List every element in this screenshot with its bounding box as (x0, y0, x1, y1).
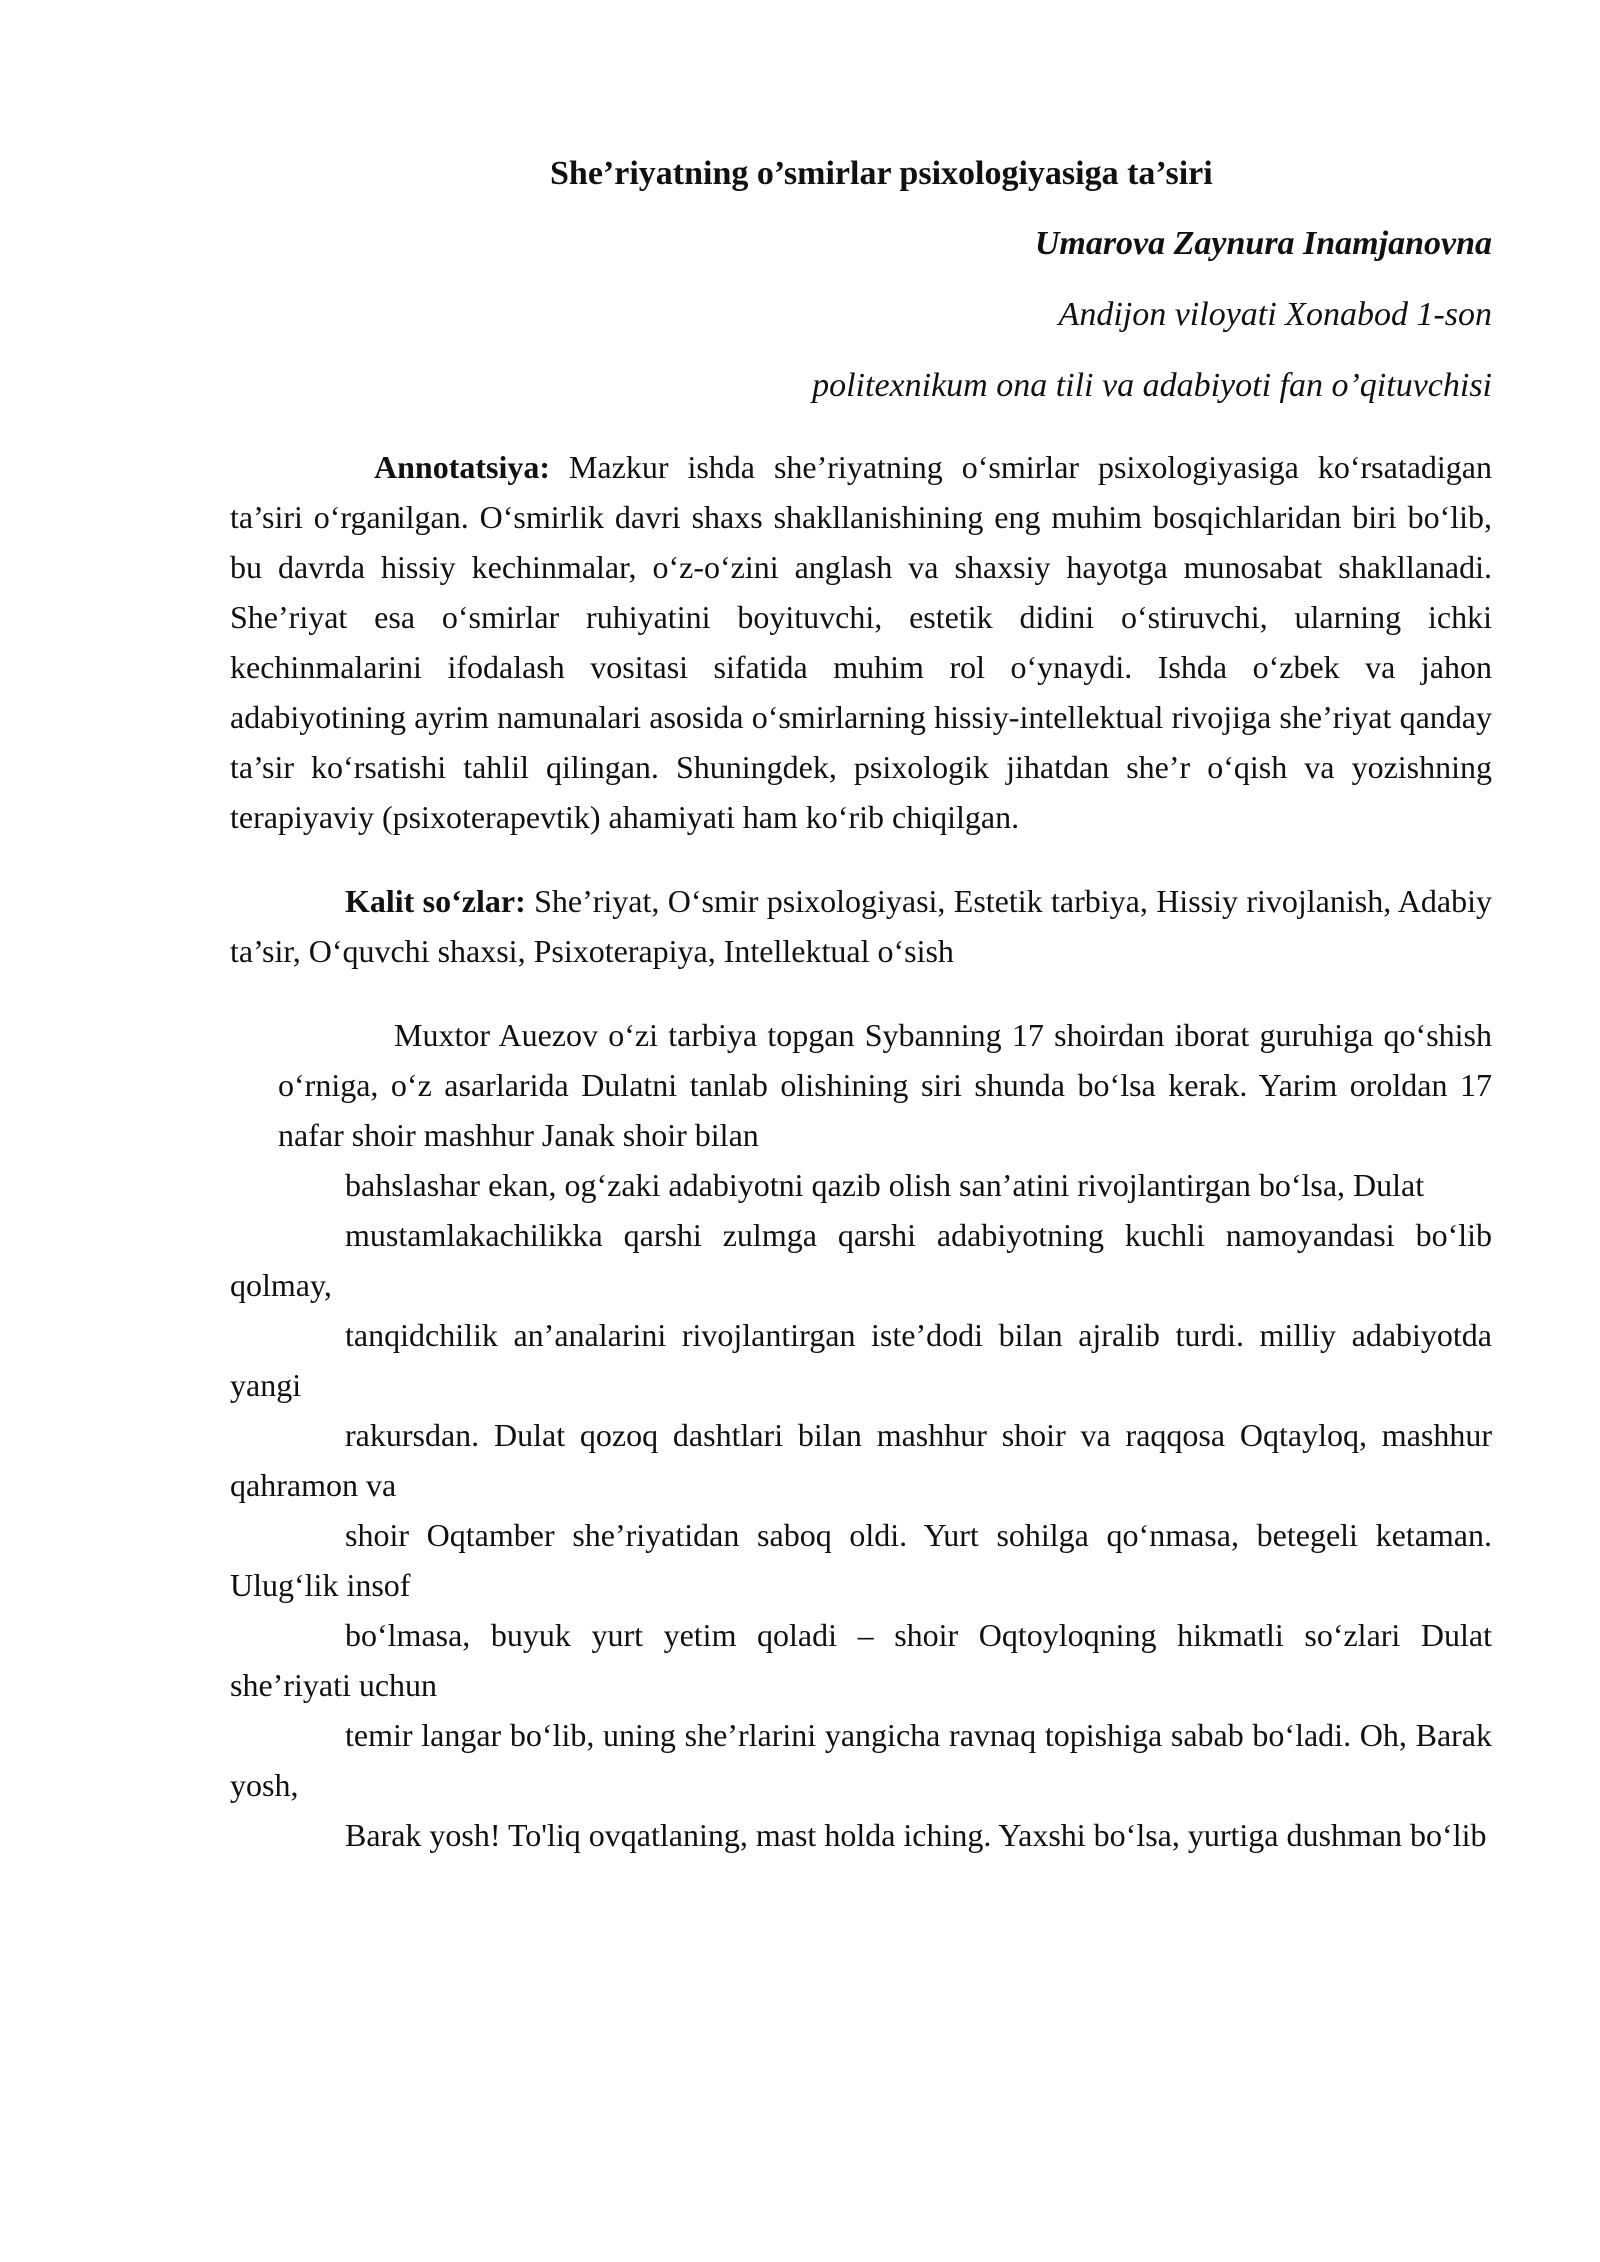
annotation-label: Annotatsiya: (374, 449, 551, 485)
document-title: She’riyatning o’smirlar psixologiyasiga ta’siri (550, 155, 1213, 192)
body-line: bahslashar ekan, og‘zaki adabiyotni qazib olish san’atini rivojlantirgan bo‘lsa, Dulat (345, 1167, 1425, 1203)
keywords-label: Kalit so‘zlar: (345, 883, 526, 919)
affiliation-line-2: politexnikum ona tili va adabiyoti fan o’qituvchisi (812, 367, 1492, 404)
keywords-text: She’riyat, O‘smir psixologiyasi, Estetik tarbiya, Hissiy rivojlanish, Adabiy ta’sir, O‘quvchi shaxsi, Psixoterapiya, Intellektual o‘sish (230, 883, 1493, 969)
author-name: Umarova Zaynura Inamjanovna (1034, 225, 1492, 262)
annotation-text: Mazkur ishda she’riyatning o‘smirlar psixologiyasiga ko‘rsatadigan ta’siri o‘rganilgan. O‘smirlik davri shaxs shakllanishining eng muhim bosqichlaridan biri bo‘lib, bu davrda hissiy kechinmalar, o‘z-o‘zini anglash va shaxsiy hayotga munosabat shakllanadi. She’riyat esa o‘smirlar ruhiyatini boyituvchi, estetik didini o‘stiruvchi, ularning ichki kechinmalarini ifodalash vositasi sifatida muhim rol o‘ynaydi. Ishda o‘zbek va jahon adabiyotining ayrim namunalari asosida o‘smirlarning hissiy-intellektual rivojiga she’riyat qanday ta’sir ko‘rsatishi tahlil qilingan. Shuningdek, psixologik jihatdan she’r o‘qish va yozishning terapiyaviy (psixoterapevtik) ahamiyati ham ko‘rib chiqilgan. (230, 449, 1492, 835)
keywords-paragraph (230, 876, 1492, 976)
body-line: bo‘lmasa, buyuk yurt yetim qoladi – shoir Oqtoyloqning hikmatli so‘zlari Dulat she’riyati uchun (230, 1617, 1492, 1703)
body-line: temir langar bo‘lib, uning she’rlarini yangicha ravnaq topishiga sabab bo‘ladi. Oh, Barak yosh, (230, 1717, 1492, 1803)
annotation-paragraph (230, 442, 1492, 842)
body-line: mustamlakachilikka qarshi zulmga qarshi adabiyotning kuchli namoyandasi bo‘lib qolmay, (230, 1217, 1492, 1303)
body-line: shoir Oqtamber she’riyatidan saboq oldi. Yurt sohilga qo‘nmasa, betegeli ketaman. Ulug‘lik insof (230, 1517, 1492, 1603)
body-line: tanqidchilik an’analarini rivojlantirgan iste’dodi bilan ajralib turdi. milliy adabiyotda yangi (230, 1317, 1492, 1403)
body-line: Barak yosh! To'liq ovqatlaning, mast holda iching. Yaxshi bo‘lsa, yurtiga dushman bo‘lib (345, 1817, 1487, 1853)
affiliation-line-1: Andijon viloyati Xonabod 1-son (1058, 296, 1492, 333)
document-page (230, 150, 1492, 1860)
body-line: rakursdan. Dulat qozoq dashtlari bilan mashhur shoir va raqqosa Oqtayloq, mashhur qahramon va (230, 1417, 1492, 1503)
body-paragraph-first: Muxtor Auezov o‘zi tarbiya topgan Sybanning 17 shoirdan iborat guruhiga qo‘shish o‘rniga, o‘z asarlarida Dulatni tanlab olishining siri shunda bo‘lsa kerak. Yarim oroldan 17 nafar shoir mashhur Janak shoir bilan (278, 1017, 1492, 1153)
